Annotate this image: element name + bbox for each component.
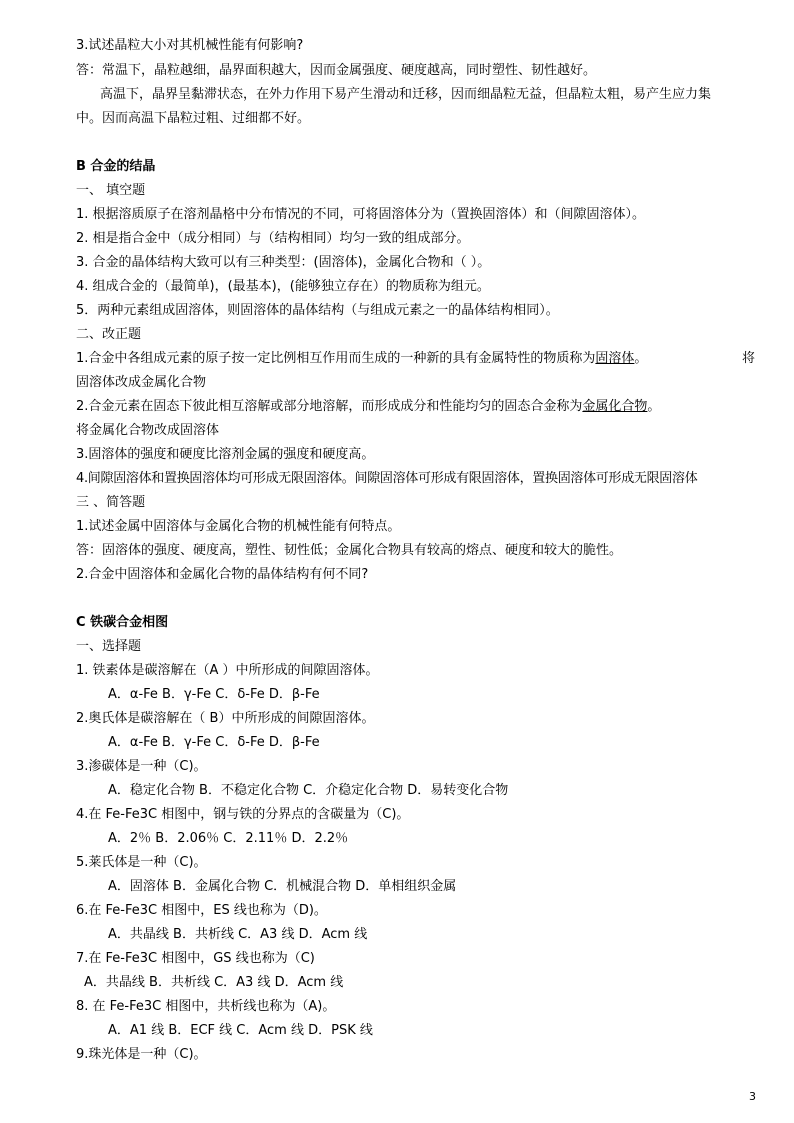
fill-2: 2. 相是指合金中（成分相同）与（结构相同）均匀一致的组成部分。 <box>76 231 470 246</box>
choice-7-options: A．共晶线 B．共析线 C．A3 线 D．Acm 线 <box>84 975 344 990</box>
section-b-part1: 一、 填空题 <box>76 183 146 198</box>
choice-2-options: A．α-Fe B．γ-Fe C．δ-Fe D．β-Fe <box>108 735 320 750</box>
question-a3: 3.试述晶粒大小对其机械性能有何影响? <box>76 38 304 53</box>
fill-1: 1. 根据溶质原子在溶剂晶格中分布情况的不同，可将固溶体分为（置换固溶体）和（间隙固溶体）。 <box>76 207 646 222</box>
correct-1-underlined: 固溶体 <box>595 351 635 366</box>
fill-3: 3. 合金的晶体结构大致可以有三种类型：(固溶体)，金属化合物和（ ）。 <box>76 255 491 270</box>
correct-1 <box>76 350 760 368</box>
answer-a3-line1: 答：常温下，晶粒越细，晶界面积越大，因而金属强度、硬度越高，同时塑性、韧性越好。 <box>76 63 597 78</box>
choice-6: 6.在 Fe-Fe3C 相图中，ES 线也称为（D)。 <box>76 903 327 918</box>
choice-3-options: A．稳定化合物 B．不稳定化合物 C．介稳定化合物 D．易转变化合物 <box>108 783 509 798</box>
correct-2-end: 。 <box>647 399 661 414</box>
correct-2-answer: 将金属化合物改成固溶体 <box>76 423 220 438</box>
correct-2 <box>76 398 760 416</box>
short-1: 1.试述金属中固溶体与金属化合物的机械性能有何特点。 <box>76 519 401 534</box>
choice-5: 5.莱氏体是一种（C)。 <box>76 855 207 870</box>
answer-a3-line3: 中。因而高温下晶粒过粗、过细都不好。 <box>76 111 311 126</box>
section-b-part2: 二、改正题 <box>76 327 142 342</box>
short-1-answer: 答：固溶体的强度、硬度高，塑性、韧性低；金属化合物具有较高的熔点、硬度和较大的脆性。 <box>76 543 623 558</box>
choice-5-options: A．固溶体 B．金属化合物 C．机械混合物 D．单相组织金属 <box>108 879 457 894</box>
page-number: 3 <box>749 1090 756 1103</box>
answer-a3-line2: 高温下，晶界呈黏滞状态，在外力作用下易产生滑动和迁移，因而细晶粒无益，但晶粒太粗，易产生应力集 <box>100 87 712 102</box>
correct-1-text: 1.合金中各组成元素的原子按一定比例相互作用而生成的一种新的具有金属特性的物质称为 <box>76 351 596 366</box>
choice-6-options: A．共晶线 B．共析线 C．A3 线 D．Acm 线 <box>108 927 368 942</box>
section-b-part3: 三 、简答题 <box>76 495 146 510</box>
correct-1-answer: 固溶体改成金属化合物 <box>76 375 207 390</box>
correct-2-text: 2.合金元素在固态下彼此相互溶解或部分地溶解，而形成成分和性能均匀的固态合金称为 <box>76 399 583 414</box>
correct-1-tail: 将 <box>742 351 756 366</box>
choice-1-options: A．α-Fe B．γ-Fe C．δ-Fe D．β-Fe <box>108 687 320 702</box>
choice-3: 3.渗碳体是一种（C)。 <box>76 759 207 774</box>
choice-4: 4.在 Fe-Fe3C 相图中，钢与铁的分界点的含碳量为（C)。 <box>76 807 410 822</box>
section-c-title: C 铁碳合金相图 <box>76 615 169 630</box>
choice-1: 1. 铁素体是碳溶解在（A ）中所形成的间隙固溶体。 <box>76 663 379 678</box>
choice-8: 8. 在 Fe-Fe3C 相图中，共析线也称为（A)。 <box>76 999 336 1014</box>
choice-2: 2.奥氏体是碳溶解在（ B）中所形成的间隙固溶体。 <box>76 711 375 726</box>
correct-4: 4.间隙固溶体和置换固溶体均可形成无限固溶体。间隙固溶体可形成有限固溶体，置换固溶体可形成无限固溶体 <box>76 471 698 486</box>
correct-1-end: 。 <box>634 351 648 366</box>
fill-4: 4. 组成合金的（最简单)，(最基本)，(能够独立存在）的物质称为组元。 <box>76 279 490 294</box>
section-c-part1: 一、选择题 <box>76 639 142 654</box>
short-2: 2.合金中固溶体和金属化合物的晶体结构有何不同? <box>76 567 369 582</box>
correct-2-underlined: 金属化合物 <box>582 399 648 414</box>
choice-9: 9.珠光体是一种（C)。 <box>76 1047 207 1062</box>
choice-4-options: A．2％ B．2.06％ C．2.11％ D．2.2％ <box>108 831 349 846</box>
choice-7: 7.在 Fe-Fe3C 相图中，GS 线也称为（C) <box>76 951 315 966</box>
fill-5: 5．两种元素组成固溶体，则固溶体的晶体结构（与组成元素之一的晶体结构相同）。 <box>76 303 559 318</box>
section-b-title: B 合金的结晶 <box>76 159 156 174</box>
choice-8-options: A．A1 线 B．ECF 线 C．Acm 线 D．PSK 线 <box>108 1023 373 1038</box>
correct-3: 3.固溶体的强度和硬度比溶剂金属的强度和硬度高。 <box>76 447 375 462</box>
